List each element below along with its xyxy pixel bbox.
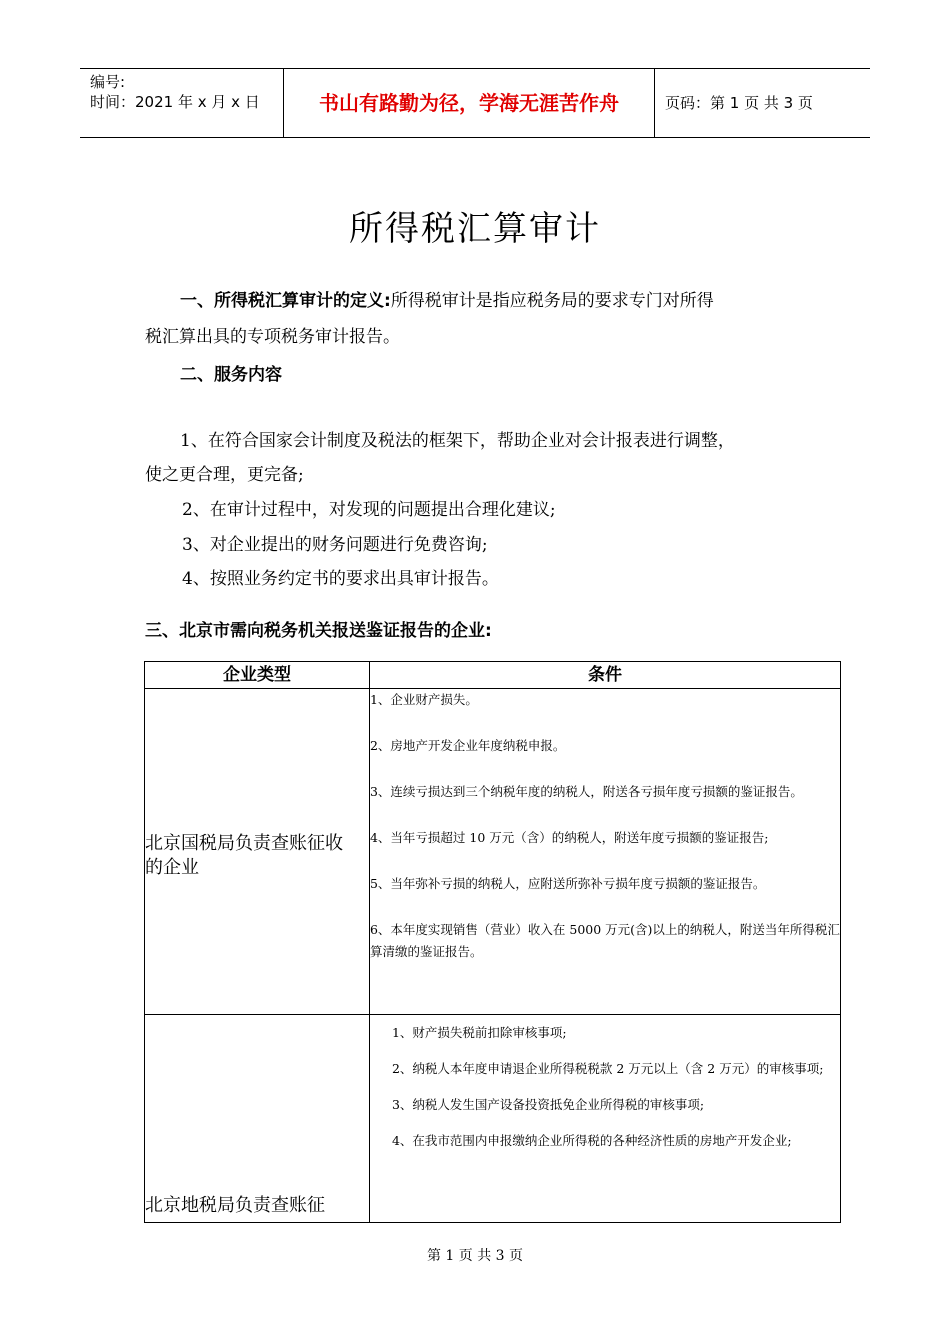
condition-item: 2、纳税人本年度申请退企业所得税税款 2 万元以上（含 2 万元）的审核事项; — [391, 1061, 824, 1076]
header-motto: 书山有路勤为径，学海无涯苦作舟 — [283, 69, 655, 137]
header-meta — [80, 69, 283, 137]
enterprise-type-cell — [145, 1015, 370, 1223]
section1-paragraph — [145, 290, 815, 312]
conditions-cell — [369, 1015, 840, 1223]
condition-item: 1、企业财产损失。 — [369, 692, 478, 707]
enterprise-conditions-table — [144, 661, 841, 1223]
conditions-cell — [369, 689, 840, 1015]
condition-item: 3、纳税人发生国产设备投资抵免企业所得税的审核事项; — [391, 1097, 705, 1112]
section2-item1-line2: 使之更合理，更完备; — [145, 465, 304, 485]
document-title: 所得税汇算审计 — [349, 209, 601, 249]
enterprise-type-text: 北京国税局负责查账征收的企业 — [145, 832, 343, 878]
condition-item: 6、本年度实现销售（营业）收入在 5000 万元(含)以上的纳税人，附送当年所得税汇算清缴的鉴证报告。 — [369, 922, 840, 959]
number-label: 编号: — [90, 73, 126, 91]
table-row — [145, 689, 841, 1015]
col-header-conditions: 条件 — [369, 662, 840, 689]
condition-item: 1、财产损失税前扣除审核事项; — [391, 1025, 567, 1040]
condition-item: 5、当年弥补亏损的纳税人，应附送所弥补亏损年度亏损额的鉴证报告。 — [369, 876, 766, 891]
enterprise-type-cell — [145, 689, 370, 1015]
time-label: 时间：2021 年 x 月 x 日 — [90, 93, 260, 111]
section1-heading: 一、所得税汇算审计的定义: — [180, 291, 391, 311]
condition-item: 4、当年亏损超过 10 万元（含）的纳税人，附送年度亏损额的鉴证报告; — [369, 830, 769, 845]
page-footer: 第 1 页 共 3 页 — [426, 1248, 524, 1264]
col-header-type: 企业类型 — [145, 662, 370, 689]
section1-text-line2: 税汇算出具的专项税务审计报告。 — [145, 327, 400, 347]
section2-item1-line1: 1、在符合国家会计制度及税法的框架下，帮助企业对会计报表进行调整， — [180, 431, 735, 451]
section2-item3: 3、对企业提出的财务问题进行免费咨询; — [182, 535, 488, 555]
table-header-row — [145, 662, 841, 689]
section2-item4: 4、按照业务约定书的要求出具审计报告。 — [182, 569, 499, 589]
condition-item: 2、房地产开发企业年度纳税申报。 — [369, 738, 566, 753]
condition-item: 4、在我市范围内申报缴纳企业所得税的各种经济性质的房地产开发企业; — [391, 1133, 792, 1148]
condition-item: 3、连续亏损达到三个纳税年度的纳税人，附送各亏损年度亏损额的鉴证报告。 — [369, 784, 803, 799]
document-header — [80, 68, 870, 138]
table-row — [145, 1015, 841, 1223]
enterprise-type-text: 北京地税局负责查账征 — [145, 1195, 325, 1216]
section1-text-line1: 所得税审计是指应税务局的要求专门对所得 — [390, 291, 714, 311]
section2-item2: 2、在审计过程中，对发现的问题提出合理化建议; — [182, 500, 556, 520]
section2-heading: 二、服务内容 — [180, 365, 282, 385]
header-page-info: 页码：第 1 页 共 3 页 — [665, 94, 813, 112]
section3-heading: 三、北京市需向税务机关报送鉴证报告的企业: — [145, 621, 492, 641]
